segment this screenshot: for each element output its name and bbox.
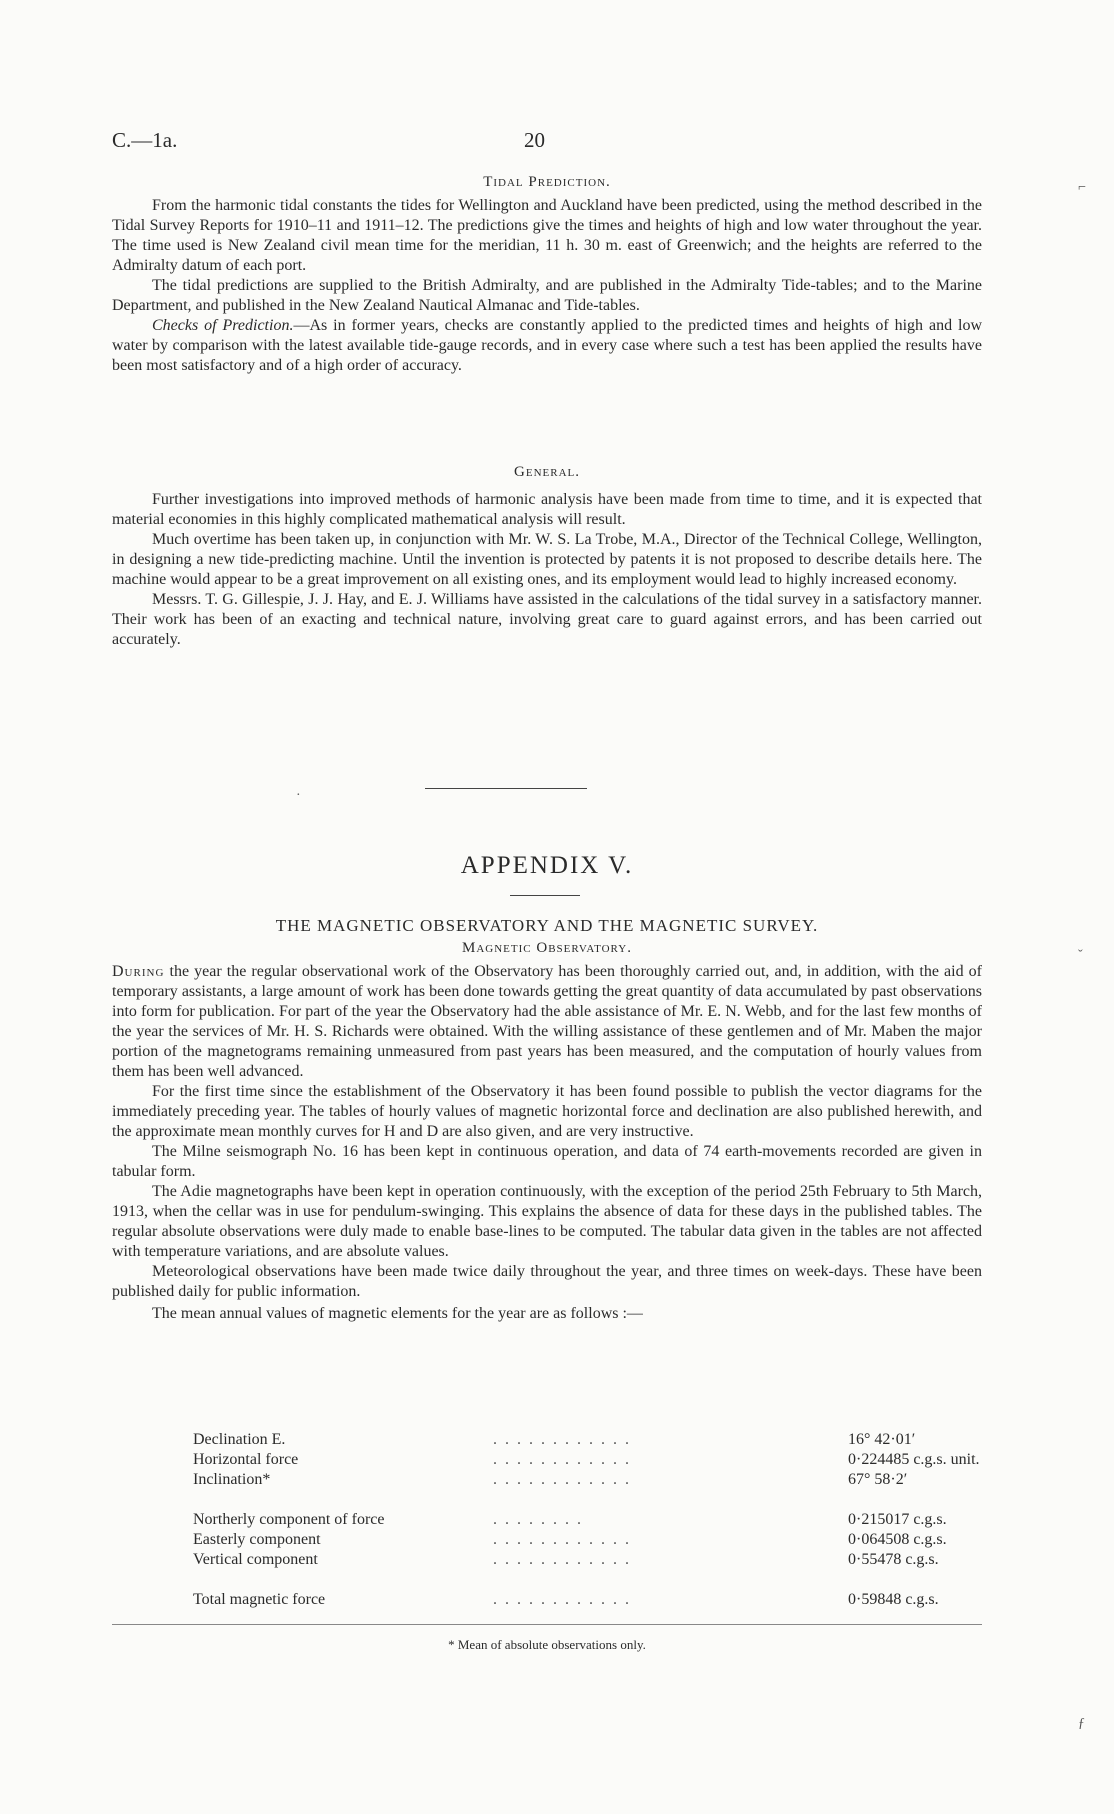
table-row: Vertical component . . . . . . . . . . . . 0·55478 c.g.s.: [193, 1550, 1108, 1570]
appendix-title-block: [112, 852, 982, 880]
element-value: 0·59848 c.g.s.: [848, 1591, 939, 1608]
magnetic-paragraph-5: Meteorological observations have been made twice daily throughout the year, and three times on week-days. These have been published daily for public information.: [112, 1263, 982, 1300]
scan-mark: ·: [296, 788, 301, 803]
table-row: Inclination* . . . . . . . . . . . . 67° 58·2′: [193, 1470, 1108, 1490]
magnetic-elements-table: [193, 1430, 1108, 1610]
element-value: 16° 42·01′: [848, 1431, 916, 1448]
element-value: 0·064508 c.g.s.: [848, 1531, 947, 1548]
magnetic-paragraph-4: The Adie magnetographs have been kept in operation continuously, with the exception of the period 25th February to 5th March, 1913, when the cellar was in use for pendulum-swinging. This explains the absence of data for these days in the published tables. The regular absolute observations were duly made to enable base-lines to be computed. The tabular data given in the tables are not affected with temperature variations, and are absolute values.: [112, 1183, 982, 1260]
table-row: Declination E. . . . . . . . . . . . . 16° 42·01′: [193, 1430, 1108, 1450]
element-label: Declination E.: [193, 1431, 286, 1448]
element-value: 0·55478 c.g.s.: [848, 1551, 939, 1568]
checks-of-prediction-text: —As in former years, checks are constantly applied to the predicted times and heights of high and low water by comparison with the latest available tide-gauge records, and in every case where such a test has been applied the results have been most satisfactory and of a high order of accuracy.: [112, 317, 983, 374]
general-section: [112, 464, 982, 650]
section-divider: [425, 788, 587, 789]
tidal-paragraph-2: The tidal predictions are supplied to the British Admiralty, and are published in the Admiralty Tide-tables; and to the Marine Department, and published in the New Zealand Nautical Almanac and Tide-tables.: [112, 277, 982, 314]
magnetic-paragraph-1-text: the year the regular observational work of the Observatory has been thoroughly carried out, and, in addition, with the aid of temporary assistants, a large amount of work has been done towards getting the great quantity of data accumulated by past observations into form for publication. For part of the year the Observatory had the able assistance of Mr. E. N. Webb, and for the last few months of the year the services of Mr. H. S. Richards were obtained. With the willing assistance of these gentlemen and of Mr. Maben the major portion of the magnetograms remaining unmeasured from past years has been measured, and the computation of hourly values from them has been well advanced.: [112, 963, 982, 1080]
element-label: Inclination*: [193, 1471, 271, 1488]
table-row: Total magnetic force . . . . . . . . . . . . 0·59848 c.g.s.: [193, 1590, 1108, 1610]
tidal-paragraph-1: From the harmonic tidal constants the tides for Wellington and Auckland have been predicted, using the method described in the Tidal Survey Reports for 1910–11 and 1911–12. The predictions give the times and heights of high and low water throughout the year. The time used is New Zealand civil mean time for the meridian, 11 h. 30 m. east of Greenwich; and the heights are referred to the Admiralty datum of each port.: [112, 197, 982, 274]
page-header: [112, 128, 982, 158]
scan-mark: ˇ: [1078, 948, 1083, 963]
footnote-rule: [112, 1624, 982, 1625]
element-label: Easterly component: [193, 1531, 321, 1548]
element-label: Northerly component of force: [193, 1511, 385, 1528]
magnetic-observatory-heading: Magnetic Observatory.: [462, 940, 632, 956]
footnote: * Mean of absolute observations only.: [448, 1637, 646, 1652]
magnetic-paragraph-3: The Milne seismograph No. 16 has been kept in continuous operation, and data of 74 earth-movements recorded are given in tabular form.: [112, 1143, 982, 1180]
document-reference: C.—1a.: [112, 128, 178, 152]
magnetic-paragraph-2: For the first time since the establishment of the Observatory it has been found possible to publish the vector diagrams for the immediately preceding year. The tables of hourly values of magnetic horizontal force and declination are also published herewith, and the approximate mean monthly curves for H and D are also given, and are very instructive.: [112, 1083, 982, 1140]
magnetic-section: [112, 916, 982, 1324]
tidal-prediction-section: [112, 174, 982, 376]
scan-mark: ⌐: [1078, 180, 1086, 195]
element-label: Total magnetic force: [193, 1591, 326, 1608]
element-label: Horizontal force: [193, 1451, 299, 1468]
table-row: Easterly component . . . . . . . . . . . . 0·064508 c.g.s.: [193, 1530, 1108, 1550]
magnetic-paragraph-1: [112, 962, 982, 1082]
general-paragraph-3: Messrs. T. G. Gillespie, J. J. Hay, and E. J. Williams have assisted in the calculations of the tidal survey in a satisfactory manner. Their work has been of an exacting and technical nature, involving great care to guard against errors, and has been carried out accurately.: [112, 591, 982, 648]
tidal-paragraph-3: [112, 316, 982, 376]
general-paragraph-1: Further investigations into improved methods of harmonic analysis have been made from time to time, and it is expected that material economies in this highly complicated mathematical analysis will result.: [112, 491, 982, 528]
element-value: 0·224485 c.g.s. unit.: [848, 1451, 980, 1468]
general-heading: General.: [514, 464, 580, 480]
magnetic-paragraph-6: The mean annual values of magnetic elements for the year are as follows :—: [152, 1305, 643, 1322]
page-number: 20: [524, 128, 545, 152]
table-row: Horizontal force . . . . . . . . . . . . 0·224485 c.g.s. unit.: [193, 1450, 1108, 1470]
table-row: Northerly component of force . . . . . . . . 0·215017 c.g.s.: [193, 1510, 1108, 1530]
during-lead: During: [112, 963, 165, 980]
tidal-prediction-heading: Tidal Prediction.: [483, 174, 611, 190]
title-underline: [510, 895, 580, 896]
element-value: 67° 58·2′: [848, 1471, 908, 1488]
general-paragraph-2: Much overtime has been taken up, in conjunction with Mr. W. S. La Trobe, M.A., Director of the Technical College, Wellington, in designing a new tide-predicting machine. Until the invention is protected by patents it is not proposed to describe details here. The machine would appear to be a great improvement on all existing ones, and its employment would lead to highly increased economy.: [112, 531, 982, 588]
checks-of-prediction-lead: Checks of Prediction.: [152, 317, 294, 334]
scan-mark: ƒ: [1078, 1716, 1085, 1731]
element-label: Vertical component: [193, 1551, 318, 1568]
appendix-subtitle: THE MAGNETIC OBSERVATORY AND THE MAGNETIC SURVEY.: [275, 916, 819, 935]
appendix-title: APPENDIX V.: [460, 852, 634, 879]
element-value: 0·215017 c.g.s.: [848, 1511, 947, 1528]
